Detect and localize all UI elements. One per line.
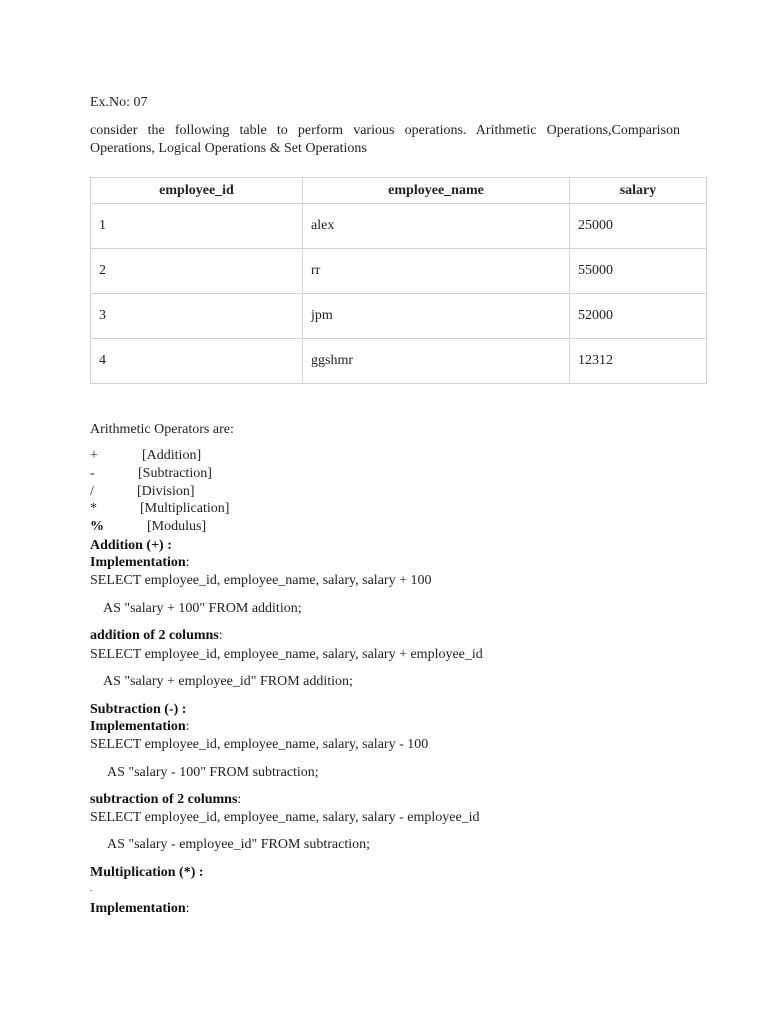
sql-query: SELECT employee_id, employee_name, salary, salary - 100 [90, 737, 429, 752]
operator-symbol: * [90, 501, 97, 516]
operator-symbol: % [90, 519, 104, 534]
table-cell: jpm [303, 294, 570, 339]
table-cell: 12312 [570, 339, 707, 384]
operators-heading: Arithmetic Operators are: [90, 422, 234, 437]
stray-dot: . [90, 883, 93, 893]
table-cell: alex [303, 204, 570, 249]
employee-table [90, 177, 707, 384]
implementation-text: Implementation [90, 555, 186, 570]
table-cell: 2 [91, 249, 303, 294]
table-cell: 25000 [570, 204, 707, 249]
operator-item [90, 465, 212, 483]
implementation-text: Implementation [90, 901, 186, 916]
table-cell: 3 [91, 294, 303, 339]
table-cell: 4 [91, 339, 303, 384]
operator-name: [Modulus] [147, 519, 207, 534]
table-cell: rr [303, 249, 570, 294]
sql-query: AS "salary + 100" FROM addition; [103, 601, 302, 616]
sql-query: SELECT employee_id, employee_name, salary, salary + 100 [90, 573, 432, 588]
operator-item [90, 483, 195, 501]
colon: : [237, 792, 242, 807]
table-row [91, 204, 707, 249]
colon: : [218, 628, 223, 643]
implementation-text: Implementation [90, 719, 186, 734]
addition-heading: Addition (+) : [90, 538, 172, 553]
sql-query: SELECT employee_id, employee_name, salary, salary + employee_id [90, 647, 483, 662]
operator-name: [Division] [137, 484, 195, 499]
operator-item [90, 447, 202, 465]
table-cell: 52000 [570, 294, 707, 339]
implementation-label [90, 554, 190, 572]
colon: : [185, 555, 190, 570]
column-header: salary [570, 178, 707, 204]
sql-query: SELECT employee_id, employee_name, salary, salary - employee_id [90, 810, 480, 825]
intro-paragraph: consider the following table to perform various operations. Arithmetic Operations,Comparison Operations, Logical Operations & Set Operations [90, 123, 680, 156]
sql-query: AS "salary - employee_id" FROM subtraction; [107, 837, 371, 852]
table-row [91, 249, 707, 294]
table-cell: 55000 [570, 249, 707, 294]
column-header: employee_name [303, 178, 570, 204]
operator-symbol: - [90, 466, 95, 481]
operator-item [90, 500, 230, 518]
implementation-label [90, 900, 190, 918]
subtraction-heading: Subtraction (-) : [90, 702, 187, 717]
implementation-label [90, 718, 190, 736]
operator-name: [Addition] [142, 448, 202, 463]
table-row [91, 294, 707, 339]
exercise-number: Ex.No: 07 [90, 95, 148, 110]
heading-text: subtraction of 2 columns [90, 792, 238, 807]
sql-query: AS "salary + employee_id" FROM addition; [103, 674, 353, 689]
column-header: employee_id [91, 178, 303, 204]
sql-query: AS "salary - 100" FROM subtraction; [107, 765, 319, 780]
colon: : [185, 901, 190, 916]
multiplication-heading: Multiplication (*) : [90, 865, 204, 880]
subtraction-columns-heading [90, 791, 241, 809]
operator-symbol: + [90, 448, 98, 463]
operator-name: [Multiplication] [140, 501, 230, 516]
heading-text: addition of 2 columns [90, 628, 219, 643]
colon: : [185, 719, 190, 734]
table-cell: 1 [91, 204, 303, 249]
operator-symbol: / [90, 484, 94, 499]
operator-item [90, 518, 207, 536]
table-row [91, 339, 707, 384]
table-header-row [91, 178, 707, 204]
addition-columns-heading [90, 627, 223, 645]
operator-name: [Subtraction] [138, 466, 212, 481]
table-cell: ggshmr [303, 339, 570, 384]
